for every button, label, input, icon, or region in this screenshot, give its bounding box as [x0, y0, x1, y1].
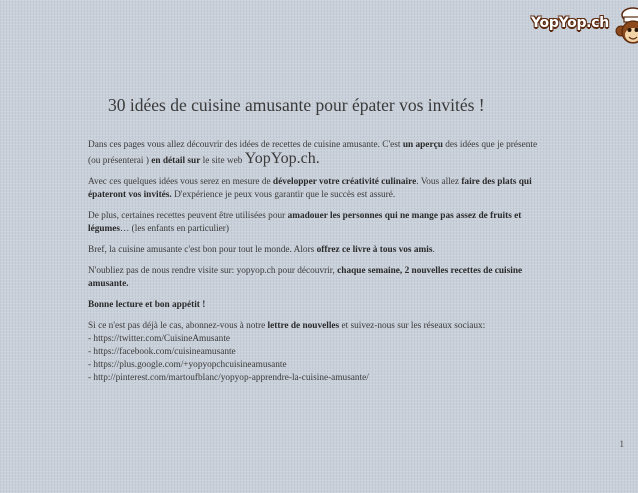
facebook-link[interactable]: - https://facebook.com/cuisineamusante — [88, 347, 236, 357]
fruits-paragraph: De plus, certaines recettes peuvent être utilisées pour amadouer les personnes qui ne mange pas assez de fruits et légumes… (les enfants en particulier) — [88, 211, 522, 234]
greeting-paragraph: Bonne lecture et bon appétit ! — [88, 300, 206, 310]
share-paragraph: Bref, la cuisine amusante c'est bon pour tout le monde. Alors offrez ce livre à tous vos amis. — [88, 245, 435, 255]
monkey-chef-icon — [615, 6, 638, 46]
yopyop-logo — [518, 6, 636, 46]
pinterest-link[interactable]: - http://pinterest.com/martoufblanc/yopyop-apprendre-la-cuisine-amusante/ — [88, 373, 369, 383]
newsletter-paragraph: Si ce n'est pas déjà le cas, abonnez-vous à notre lettre de nouvelles et suivez-nous sur les réseaux sociaux: — [88, 321, 486, 331]
site-name: YopYop.ch. — [244, 150, 320, 167]
google-plus-link[interactable]: - https://plus.google.com/+yopyopchcuisineamusante — [88, 360, 287, 370]
page-number: 1 — [619, 439, 624, 449]
intro-paragraph: Dans ces pages vous allez découvrir des idées de recettes de cuisine amusante. C'est un aperçu des idées que je présente (ou présenterai ) en détail sur le site web YopYop.ch. — [88, 140, 538, 167]
twitter-link[interactable]: - https://twitter.com/CuisineAmusante — [88, 334, 231, 344]
logo-text: YopYop.ch — [531, 15, 609, 31]
creativity-paragraph: Avec ces quelques idées vous serez en mesure de développer votre créativité culinaire. Vous allez faire des plats qui épateront vos invités. D'expérience je peux vous garantir que le succès est assuré. — [88, 177, 532, 200]
page-title: 30 idées de cuisine amusante pour épater vos invités ! — [108, 95, 485, 115]
visit-paragraph: N'oubliez pas de nous rendre visite sur: yopyop.ch pour découvrir, chaque semaine, 2 nouvelles recettes de cuisine amusante. — [88, 266, 523, 289]
document-body — [88, 139, 538, 385]
social-links — [88, 333, 538, 385]
